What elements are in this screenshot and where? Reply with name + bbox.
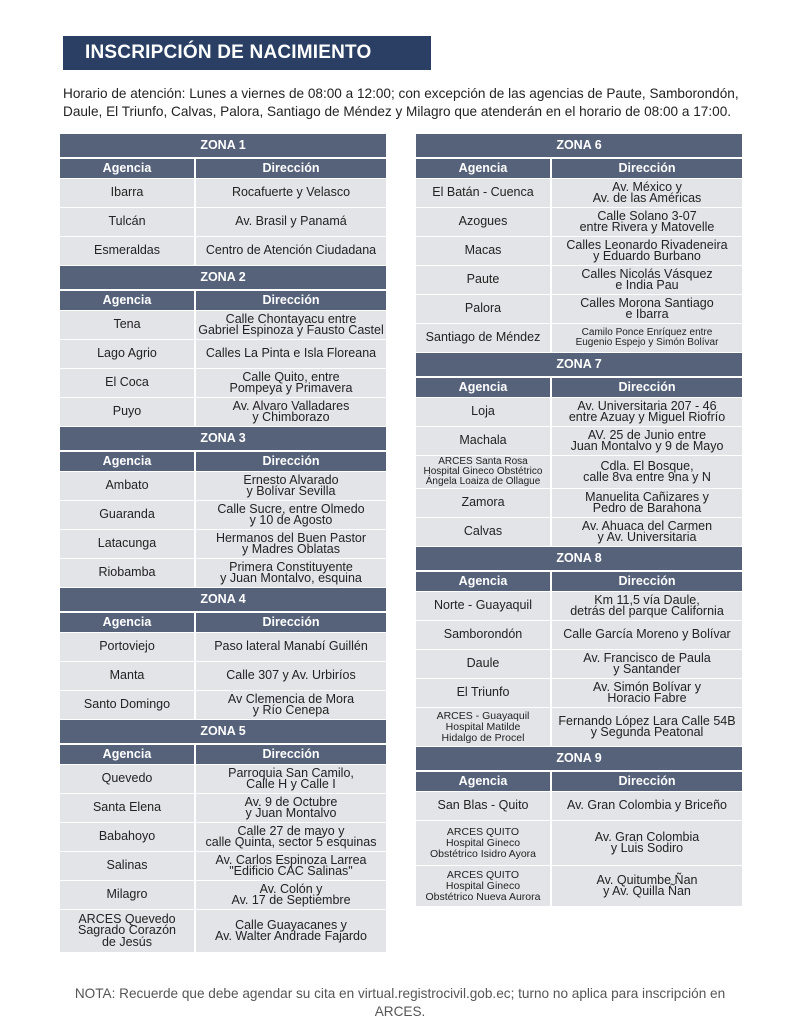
table-row <box>416 821 742 865</box>
column-header-agencia: Agencia <box>60 291 194 310</box>
agency-address: Calle Solano 3-07 entre Rivera y Matovelle <box>552 208 742 236</box>
table-row <box>60 530 386 558</box>
column-header-agencia: Agencia <box>60 452 194 471</box>
table-row <box>60 662 386 690</box>
table-row <box>416 295 742 323</box>
agency-address: Calle 307 y Av. Urbiríos <box>196 662 386 690</box>
agency-address: Calle Sucre, entre Olmedo y 10 de Agosto <box>196 501 386 529</box>
left-column <box>60 134 386 953</box>
agency-address: Calle 27 de mayo y calle Quinta, sector 5 esquinas <box>196 823 386 851</box>
agency-address: Manuelita Cañizares y Pedro de Barahona <box>552 489 742 517</box>
table-row <box>416 427 742 455</box>
table-row <box>60 881 386 909</box>
agency-name: ARCES Quevedo Sagrado Corazón de Jesús <box>60 910 194 952</box>
column-header-direccion: Dirección <box>552 772 742 791</box>
agency-address: Av. Simón Bolívar y Horacio Fabre <box>552 679 742 707</box>
agency-name: Lago Agrio <box>60 340 194 368</box>
agency-address: Calles Nicolás Vásquez e India Pau <box>552 266 742 294</box>
agency-name: Santa Elena <box>60 794 194 822</box>
agency-address: Av. 9 de Octubre y Juan Montalvo <box>196 794 386 822</box>
column-headers <box>60 159 386 178</box>
agency-name: ARCES - Guayaquil Hospital Matilde Hidalgo de Procel <box>416 708 550 746</box>
agency-name: Babahoyo <box>60 823 194 851</box>
table-row <box>416 708 742 746</box>
agency-address: Av. Colón y Av. 17 de Septiembre <box>196 881 386 909</box>
agency-address: Rocafuerte y Velasco <box>196 179 386 207</box>
agency-name: Riobamba <box>60 559 194 587</box>
zone-header: ZONA 7 <box>416 353 742 376</box>
agency-name: Ambato <box>60 472 194 500</box>
agency-address: Av. Carlos Espinoza Larrea "Edificio CAC Salinas" <box>196 852 386 880</box>
agency-address: AV. 25 de Junio entre Juan Montalvo y 9 de Mayo <box>552 427 742 455</box>
agency-address: Camilo Ponce Enríquez entre Eugenio Espejo y Simón Bolívar <box>552 324 742 352</box>
table-row <box>416 650 742 678</box>
agency-name: Santiago de Méndez <box>416 324 550 352</box>
agency-name: Salinas <box>60 852 194 880</box>
agency-address: Av. Universitaria 207 - 46 entre Azuay y Miguel Riofrío <box>552 398 742 426</box>
agency-name: Tena <box>60 311 194 339</box>
agency-address: Ernesto Alvarado y Bolívar Sevilla <box>196 472 386 500</box>
column-header-direccion: Dirección <box>196 613 386 632</box>
agency-address: Calles La Pinta e Isla Floreana <box>196 340 386 368</box>
agency-address: Av. Quitumbe Ñan y Av. Quilla Ñan <box>552 866 742 906</box>
table-row <box>416 518 742 546</box>
table-row <box>416 208 742 236</box>
agency-name: Tulcán <box>60 208 194 236</box>
agency-address: Av. México y Av. de las Américas <box>552 179 742 207</box>
agency-name: Palora <box>416 295 550 323</box>
agency-address: Paso lateral Manabí Guillén <box>196 633 386 661</box>
zone-header: ZONA 8 <box>416 547 742 570</box>
agency-name: ARCES Santa Rosa Hospital Gineco Obstétrico Ángela Loaiza de Ollague <box>416 456 550 488</box>
agency-name: Santo Domingo <box>60 691 194 719</box>
table-row <box>60 794 386 822</box>
agency-address: Av. Alvaro Valladares y Chimborazo <box>196 398 386 426</box>
agency-address: Cdla. El Bosque, calle 8va entre 9na y N <box>552 456 742 488</box>
table-row <box>416 489 742 517</box>
agency-address: Calle Guayacanes y Av. Walter Andrade Fajardo <box>196 910 386 952</box>
zone-header: ZONA 6 <box>416 134 742 157</box>
agency-address: Av. Ahuaca del Carmen y Av. Universitaria <box>552 518 742 546</box>
agency-address: Av. Gran Colombia y Briceño <box>552 792 742 820</box>
agency-address: Km 11,5 vía Daule, detrás del parque California <box>552 592 742 620</box>
column-headers <box>416 772 742 791</box>
agency-address: Calle Quito, entre Pompeya y Primavera <box>196 369 386 397</box>
table-row <box>60 179 386 207</box>
column-header-agencia: Agencia <box>60 613 194 632</box>
page-title: INSCRIPCIÓN DE NACIMIENTO <box>63 36 431 70</box>
column-header-direccion: Dirección <box>552 378 742 397</box>
table-row <box>416 621 742 649</box>
agency-name: Machala <box>416 427 550 455</box>
zone-header: ZONA 1 <box>60 134 386 157</box>
table-row <box>60 852 386 880</box>
table-row <box>60 369 386 397</box>
agency-address: Centro de Atención Ciudadana <box>196 237 386 265</box>
agency-name: San Blas - Quito <box>416 792 550 820</box>
table-row <box>60 311 386 339</box>
column-header-direccion: Dirección <box>552 572 742 591</box>
agency-address: Av. Francisco de Paula y Santander <box>552 650 742 678</box>
table-row <box>416 324 742 352</box>
table-row <box>416 456 742 488</box>
column-header-direccion: Dirección <box>196 159 386 178</box>
right-column <box>416 134 742 907</box>
table-row <box>60 237 386 265</box>
agency-address: Fernando López Lara Calle 54B y Segunda Peatonal <box>552 708 742 746</box>
agency-name: ARCES QUITO Hospital Gineco Obstétrico Isidro Ayora <box>416 821 550 865</box>
agency-name: Ibarra <box>60 179 194 207</box>
column-headers <box>416 378 742 397</box>
agency-name: Portoviejo <box>60 633 194 661</box>
agency-name: Paute <box>416 266 550 294</box>
column-headers <box>60 613 386 632</box>
table-row <box>60 340 386 368</box>
agency-name: Azogues <box>416 208 550 236</box>
column-header-agencia: Agencia <box>416 772 550 791</box>
column-header-direccion: Dirección <box>552 159 742 178</box>
zone-header: ZONA 4 <box>60 588 386 611</box>
agency-name: El Coca <box>60 369 194 397</box>
zone-header: ZONA 5 <box>60 720 386 743</box>
table-row <box>60 765 386 793</box>
agency-name: Puyo <box>60 398 194 426</box>
schedule-note: Horario de atención: Lunes a viernes de 08:00 a 12:00; con excepción de las agencias de Paute, Samborondón, Daule, El Triunfo, Calvas, Palora, Santiago de Méndez y Milagro que atenderán en el horario de 08:00 a 17:00. <box>63 86 739 119</box>
agency-name: Milagro <box>60 881 194 909</box>
agency-address: Av. Brasil y Panamá <box>196 208 386 236</box>
agency-name: Norte - Guayaquil <box>416 592 550 620</box>
agency-address: Parroquia San Camilo, Calle H y Calle I <box>196 765 386 793</box>
agency-name: Samborondón <box>416 621 550 649</box>
agency-name: Esmeraldas <box>60 237 194 265</box>
column-header-direccion: Dirección <box>196 745 386 764</box>
agency-name: El Batán - Cuenca <box>416 179 550 207</box>
agency-name: Daule <box>416 650 550 678</box>
agency-name: Calvas <box>416 518 550 546</box>
table-row <box>416 237 742 265</box>
table-row <box>416 866 742 906</box>
column-headers <box>416 159 742 178</box>
table-row <box>416 266 742 294</box>
table-row <box>60 691 386 719</box>
footer-note: NOTA: Recuerde que debe agendar su cita en virtual.registrocivil.gob.ec; turno no aplica para inscripción en ARCES. <box>74 986 726 1019</box>
agency-name: Guaranda <box>60 501 194 529</box>
zone-header: ZONA 9 <box>416 747 742 770</box>
column-header-direccion: Dirección <box>196 291 386 310</box>
table-row <box>60 208 386 236</box>
column-header-agencia: Agencia <box>60 745 194 764</box>
table-row <box>416 679 742 707</box>
agency-name: Loja <box>416 398 550 426</box>
table-row <box>416 398 742 426</box>
table-row <box>60 910 386 952</box>
column-headers <box>60 291 386 310</box>
column-header-direccion: Dirección <box>196 452 386 471</box>
zone-header: ZONA 2 <box>60 266 386 289</box>
agency-name: Quevedo <box>60 765 194 793</box>
agency-address: Calle García Moreno y Bolívar <box>552 621 742 649</box>
agency-address: Av. Gran Colombia y Luis Sodiro <box>552 821 742 865</box>
agency-address: Primera Constituyente y Juan Montalvo, esquina <box>196 559 386 587</box>
zone-header: ZONA 3 <box>60 427 386 450</box>
table-row <box>416 179 742 207</box>
column-headers <box>60 452 386 471</box>
agency-address: Calles Leonardo Rivadeneira y Eduardo Burbano <box>552 237 742 265</box>
agency-name: Manta <box>60 662 194 690</box>
table-row <box>60 559 386 587</box>
column-header-agencia: Agencia <box>416 572 550 591</box>
table-row <box>416 592 742 620</box>
agency-name: Latacunga <box>60 530 194 558</box>
agency-name: El Triunfo <box>416 679 550 707</box>
agency-address: Av Clemencia de Mora y Río Cenepa <box>196 691 386 719</box>
table-row <box>60 633 386 661</box>
column-header-agencia: Agencia <box>416 378 550 397</box>
table-row <box>60 823 386 851</box>
column-headers <box>60 745 386 764</box>
column-header-agencia: Agencia <box>60 159 194 178</box>
agency-name: Zamora <box>416 489 550 517</box>
table-row <box>60 472 386 500</box>
table-row <box>60 398 386 426</box>
table-row <box>60 501 386 529</box>
agency-name: ARCES QUITO Hospital Gineco Obstétrico Nueva Aurora <box>416 866 550 906</box>
column-headers <box>416 572 742 591</box>
table-row <box>416 792 742 820</box>
agency-address: Hermanos del Buen Pastor y Madres Oblatas <box>196 530 386 558</box>
agency-address: Calle Chontayacu entre Gabriel Espinoza y Fausto Castel <box>196 311 386 339</box>
column-header-agencia: Agencia <box>416 159 550 178</box>
agency-name: Macas <box>416 237 550 265</box>
agency-address: Calles Morona Santiago e Ibarra <box>552 295 742 323</box>
